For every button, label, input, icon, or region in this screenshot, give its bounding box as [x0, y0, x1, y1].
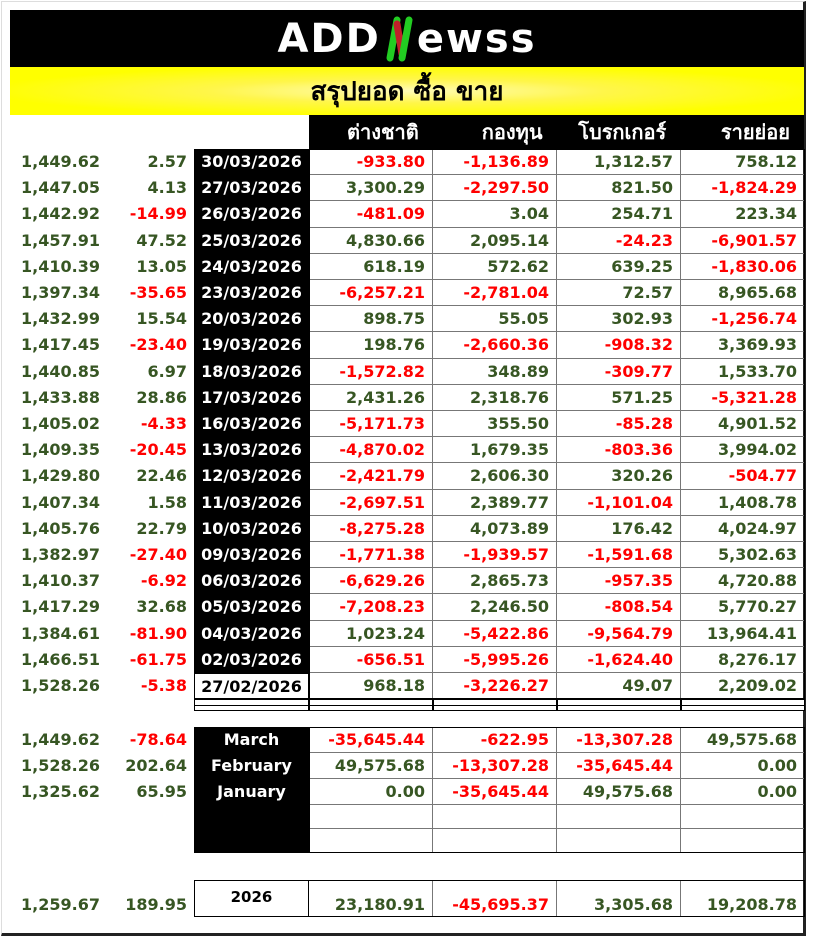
value-broker: 639.25	[557, 254, 681, 280]
value-broker: -35,645.44	[557, 753, 681, 779]
index-change: -23.40	[129, 335, 187, 355]
index-value: 1,429.80	[21, 466, 100, 486]
index-change: -4.33	[140, 414, 187, 433]
value-fund: 2,246.50	[433, 594, 557, 620]
index-change: -78.64	[129, 730, 187, 749]
value-broker: 302.93	[557, 306, 681, 332]
value-broker: 320.26	[557, 463, 681, 489]
value-retail: 8,965.68	[681, 280, 805, 306]
index-value: 1,417.29	[21, 597, 100, 617]
value-broker: -808.54	[557, 594, 681, 620]
value-broker: -85.28	[557, 411, 681, 437]
value-fund: 4,073.89	[433, 516, 557, 542]
index-change: 202.64	[125, 756, 187, 775]
index-value: 1,528.26	[21, 676, 100, 695]
value-broker: -803.36	[557, 437, 681, 463]
value-fund: 572.62	[433, 254, 557, 280]
value-fund: -35,645.44	[433, 779, 557, 805]
value-foreign: -933.80	[309, 149, 433, 175]
value-retail: 4,024.97	[681, 516, 805, 542]
index-change: 189.95	[125, 895, 187, 914]
value-broker: 3,305.68	[557, 880, 681, 917]
index-change: 32.68	[136, 597, 187, 617]
value-foreign: -1,572.82	[309, 359, 433, 385]
value-fund: 2,389.77	[433, 490, 557, 516]
value-retail: 13,964.41	[681, 621, 805, 647]
value-broker: 254.71	[557, 201, 681, 227]
value-retail: -1,830.06	[681, 254, 805, 280]
date-cell: 27/03/2026	[194, 175, 309, 201]
separator-cell	[681, 699, 805, 711]
value-fund: -1,136.89	[433, 149, 557, 175]
value-foreign: -5,171.73	[309, 411, 433, 437]
date-cell: 10/03/2026	[194, 516, 309, 542]
date-cell: 17/03/2026	[194, 385, 309, 411]
value-foreign: 3,300.29	[309, 175, 433, 201]
value-fund: -1,939.57	[433, 542, 557, 568]
index-change: 65.95	[136, 782, 187, 801]
header-retail: รายย่อย	[720, 120, 790, 144]
index-value: 1,259.67	[21, 895, 100, 914]
value-retail: 1,408.78	[681, 490, 805, 516]
value-fund: 2,606.30	[433, 463, 557, 489]
index-value: 1,405.02	[21, 414, 100, 433]
value-broker: -24.23	[557, 228, 681, 254]
value-foreign: -6,629.26	[309, 568, 433, 594]
header-foreign: ต่างชาติ	[346, 120, 419, 144]
period-label	[194, 805, 309, 829]
value-fund: -13,307.28	[433, 753, 557, 779]
value-foreign: 2,431.26	[309, 385, 433, 411]
index-change: -27.40	[129, 545, 187, 564]
index-change: 2.57	[147, 152, 187, 171]
value-fund: -45,695.37	[433, 880, 557, 917]
value-retail: -504.77	[681, 463, 805, 489]
date-cell: 18/03/2026	[194, 359, 309, 385]
value-foreign: -656.51	[309, 647, 433, 673]
index-value: 1,410.37	[21, 571, 100, 591]
index-value: 1,440.85	[21, 361, 100, 381]
value-foreign: -6,257.21	[309, 280, 433, 306]
value-broker: 49,575.68	[557, 779, 681, 805]
index-value: 1,449.62	[21, 730, 100, 749]
value-retail: 49,575.68	[681, 727, 805, 753]
date-cell: 23/03/2026	[194, 280, 309, 306]
separator-cell	[557, 699, 681, 711]
value-retail: 3,369.93	[681, 332, 805, 358]
index-change: 22.79	[136, 518, 187, 538]
header-broker: โบรกเกอร์	[578, 120, 667, 144]
date-cell: 25/03/2026	[194, 228, 309, 254]
date-cell: 26/03/2026	[194, 201, 309, 227]
daily-grid-border	[309, 149, 805, 699]
value-foreign: -4,870.02	[309, 437, 433, 463]
index-value: 1,397.34	[21, 283, 100, 302]
date-cell: 06/03/2026	[194, 568, 309, 594]
value-fund: 55.05	[433, 306, 557, 332]
value-retail: -1,824.29	[681, 175, 805, 201]
column-headers	[309, 115, 804, 149]
index-value: 1,466.51	[21, 649, 100, 669]
separator-cell	[194, 699, 309, 711]
period-label: January	[194, 779, 309, 805]
value-broker: -309.77	[557, 359, 681, 385]
value-fund: 2,318.76	[433, 385, 557, 411]
period-label: March	[194, 727, 309, 753]
index-change: 15.54	[136, 309, 187, 329]
subtitle-banner	[10, 67, 804, 115]
value-broker: -1,101.04	[557, 490, 681, 516]
date-cell: 05/03/2026	[194, 594, 309, 620]
index-change: -14.99	[129, 204, 187, 224]
value-foreign: 898.75	[309, 306, 433, 332]
value-fund: 1,679.35	[433, 437, 557, 463]
value-fund: -2,781.04	[433, 280, 557, 306]
value-retail: -5,321.28	[681, 385, 805, 411]
index-value: 1,433.88	[21, 387, 100, 407]
value-broker: -9,564.79	[557, 621, 681, 647]
index-change: -20.45	[129, 440, 187, 460]
index-change: -35.65	[129, 283, 187, 302]
value-retail: -1,256.74	[681, 306, 805, 332]
value-fund: -2,297.50	[433, 175, 557, 201]
value-retail: 4,901.52	[681, 411, 805, 437]
value-fund: -622.95	[433, 727, 557, 753]
date-cell: 04/03/2026	[194, 621, 309, 647]
value-fund: 2,865.73	[433, 568, 557, 594]
date-cell: 24/03/2026	[194, 254, 309, 280]
value-retail: -6,901.57	[681, 228, 805, 254]
index-change: 13.05	[136, 256, 187, 276]
value-broker: -957.35	[557, 568, 681, 594]
value-broker: -1,591.68	[557, 542, 681, 568]
yearly-grid-border	[194, 880, 805, 917]
value-foreign: -1,771.38	[309, 542, 433, 568]
date-cell: 09/03/2026	[194, 542, 309, 568]
separator-cell	[309, 699, 433, 711]
value-foreign: 198.76	[309, 332, 433, 358]
date-cell: 16/03/2026	[194, 411, 309, 437]
date-cell: 19/03/2026	[194, 332, 309, 358]
index-change: 28.86	[136, 387, 187, 407]
index-value: 1,449.62	[21, 152, 100, 171]
date-cell: 27/02/2026	[194, 673, 309, 699]
date-cell: 11/03/2026	[194, 490, 309, 516]
index-change: -6.92	[140, 571, 187, 591]
page-title: สรุปยอด ซื้อ ขาย	[310, 76, 504, 107]
index-value: 1,384.61	[21, 623, 100, 643]
index-value: 1,407.34	[21, 492, 100, 512]
value-retail: 758.12	[681, 149, 805, 175]
index-change: -81.90	[129, 623, 187, 643]
value-foreign: 23,180.91	[309, 880, 433, 917]
index-change: 4.13	[147, 178, 187, 198]
index-change: 6.97	[147, 361, 187, 381]
value-foreign: -7,208.23	[309, 594, 433, 620]
value-retail: 0.00	[681, 753, 805, 779]
value-retail: 223.34	[681, 201, 805, 227]
value-broker: 72.57	[557, 280, 681, 306]
value-retail: 4,720.88	[681, 568, 805, 594]
value-broker: 1,312.57	[557, 149, 681, 175]
date-cell: 02/03/2026	[194, 647, 309, 673]
value-retail: 5,770.27	[681, 594, 805, 620]
addnewss-logo	[277, 14, 536, 64]
index-value: 1,528.26	[21, 756, 100, 775]
header-fund: กองทุน	[481, 120, 543, 144]
index-change: -61.75	[129, 649, 187, 669]
value-foreign: -2,421.79	[309, 463, 433, 489]
value-broker: 821.50	[557, 175, 681, 201]
value-fund: 355.50	[433, 411, 557, 437]
value-retail: 1,533.70	[681, 359, 805, 385]
index-value: 1,409.35	[21, 440, 100, 460]
logo-n-icon	[382, 14, 416, 64]
index-change: 22.46	[136, 466, 187, 486]
separator-cell	[433, 699, 557, 711]
date-cell: 13/03/2026	[194, 437, 309, 463]
monthly-grid-border	[309, 727, 805, 853]
value-foreign: -481.09	[309, 201, 433, 227]
value-foreign: 1,023.24	[309, 621, 433, 647]
index-change: 47.52	[136, 230, 187, 250]
period-label	[194, 829, 309, 853]
value-foreign: 4,830.66	[309, 228, 433, 254]
value-retail: 3,994.02	[681, 437, 805, 463]
value-broker: 176.42	[557, 516, 681, 542]
value-foreign: 618.19	[309, 254, 433, 280]
value-retail: 5,302.63	[681, 542, 805, 568]
index-change: 1.58	[147, 492, 187, 512]
index-value: 1,417.45	[21, 335, 100, 355]
value-foreign: -2,697.51	[309, 490, 433, 516]
value-foreign: 49,575.68	[309, 753, 433, 779]
value-broker: 49.07	[557, 673, 681, 699]
date-cell: 12/03/2026	[194, 463, 309, 489]
logo-banner	[10, 10, 804, 67]
value-fund: 2,095.14	[433, 228, 557, 254]
value-fund: 348.89	[433, 359, 557, 385]
index-value: 1,382.97	[21, 545, 100, 564]
value-fund: -5,422.86	[433, 621, 557, 647]
index-value: 1,325.62	[21, 782, 100, 801]
index-change: -5.38	[140, 676, 187, 695]
year-label: 2026	[194, 880, 309, 917]
value-broker: -908.32	[557, 332, 681, 358]
value-foreign: 0.00	[309, 779, 433, 805]
value-broker: -1,624.40	[557, 647, 681, 673]
index-value: 1,447.05	[21, 178, 100, 198]
value-foreign: -8,275.28	[309, 516, 433, 542]
index-value: 1,410.39	[21, 256, 100, 276]
value-foreign: -35,645.44	[309, 727, 433, 753]
index-value: 1,432.99	[21, 309, 100, 329]
period-label: February	[194, 753, 309, 779]
index-value: 1,442.92	[21, 204, 100, 224]
value-retail: 0.00	[681, 779, 805, 805]
value-retail: 19,208.78	[681, 880, 805, 917]
index-value: 1,405.76	[21, 518, 100, 538]
value-fund: -2,660.36	[433, 332, 557, 358]
value-broker: -13,307.28	[557, 727, 681, 753]
date-cell: 20/03/2026	[194, 306, 309, 332]
index-value: 1,457.91	[21, 230, 100, 250]
value-fund: -5,995.26	[433, 647, 557, 673]
logo-text-add: ADD	[277, 15, 381, 62]
value-retail: 2,209.02	[681, 673, 805, 699]
value-fund: -3,226.27	[433, 673, 557, 699]
value-retail: 8,276.17	[681, 647, 805, 673]
value-broker: 571.25	[557, 385, 681, 411]
logo-text-ewss: ewss	[416, 15, 537, 62]
value-fund: 3.04	[433, 201, 557, 227]
value-foreign: 968.18	[309, 673, 433, 699]
date-cell: 30/03/2026	[194, 149, 309, 175]
